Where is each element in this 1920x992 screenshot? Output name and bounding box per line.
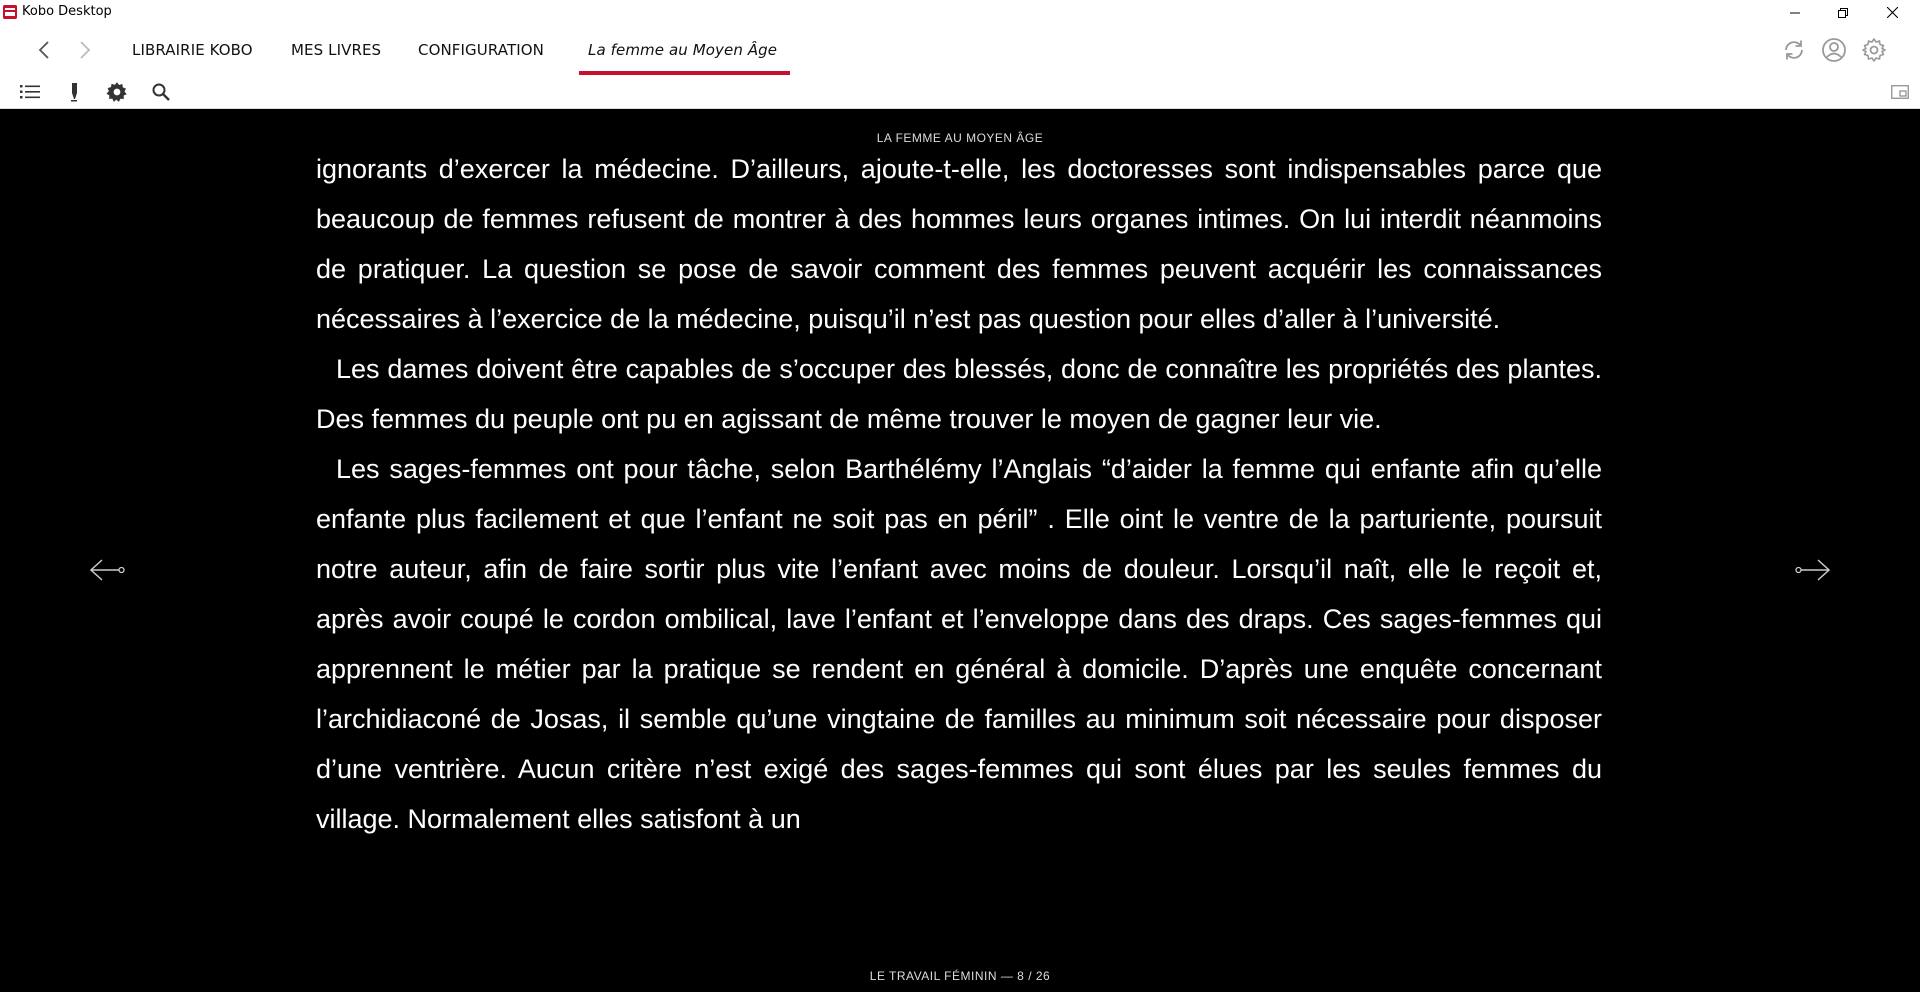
reading-settings-icon [106,81,128,103]
annotations-button[interactable] [61,79,87,105]
close-icon [1887,7,1898,18]
window-title: Kobo Desktop [22,4,112,19]
tab-mes-livres[interactable]: MES LIVRES [291,41,382,59]
sync-icon [1781,37,1807,63]
tab-librairie-kobo[interactable]: LIBRAIRIE KOBO [132,41,253,59]
next-page-icon[interactable] [1792,555,1832,585]
search-icon [151,82,171,102]
account-icon [1821,37,1847,63]
paragraph: Les dames doivent être capables de s’occuper des blessés, donc de connaître les propriétés des plantes. Des femmes du peuple ont pu en agissant de même trouver le moyen de gagner leur vie. [316,354,1602,434]
reader-page[interactable] [0,109,1920,992]
settings-icon [1861,37,1887,63]
sync-button[interactable] [1780,36,1808,64]
main-navbar [0,25,1920,75]
kobo-logo [3,5,17,19]
annotations-icon [67,82,81,102]
back-icon [38,40,50,60]
forward-button[interactable] [73,38,97,62]
minimize-icon [1790,8,1800,18]
toc-button[interactable] [17,79,43,105]
expand-button[interactable] [1887,79,1913,105]
close-button[interactable] [1869,0,1915,25]
running-head: LA FEMME AU MOYEN ÂGE [876,131,1044,145]
expand-icon [1891,85,1909,99]
reading-settings-button[interactable] [104,79,130,105]
search-button[interactable] [148,79,174,105]
toc-icon [20,84,40,100]
account-button[interactable] [1820,36,1848,64]
tab-configuration[interactable]: CONFIGURATION [418,41,544,59]
reader-toolbar [0,75,1920,109]
forward-icon [79,40,91,60]
book-text [316,144,1602,844]
prev-page-icon[interactable] [88,555,128,585]
restore-button[interactable] [1820,0,1866,25]
window-titlebar [0,0,1920,25]
settings-button[interactable] [1860,36,1888,64]
restore-icon [1838,8,1848,18]
chapter-page-indicator: LE TRAVAIL FÉMININ — 8 / 26 [869,969,1051,983]
minimize-button[interactable] [1772,0,1818,25]
paragraph: ignorants d’exercer la médecine. D’ailleurs, ajoute-t-elle, les doctoresses sont indispensables parce que beaucoup de femmes refusent de montrer à des hommes leurs organes intimes. On lui interdit néanmoins de pratiquer. La question se pose de savoir comment des femmes peuvent acquérir les connaissances nécessaires à l’exercice de la médecine, puisqu’il n’est pas question pour elles d’aller à l’université. [316,154,1602,334]
back-button[interactable] [32,38,56,62]
paragraph: Les sages-femmes ont pour tâche, selon Barthélémy l’Anglais “d’aider la femme qui enfante afin qu’elle enfante plus facilement et que l’enfant ne soit pas en péril” . Elle oint le ventre de la parturiente, poursuit notre auteur, afin de faire sortir plus vite l’enfant avec moins de douleur. Lorsqu’il naît, elle le reçoit et, après avoir coupé le cordon ombilical, lave l’enfant et l’enveloppe dans des draps. Ces sages-femmes qui apprennent le métier par la pratique se rendent en général à domicile. D’après une enquête concernant l’archidiaconé de Josas, il semble qu’une vingtaine de familles au minimum soit nécessaire pour disposer d’une ventrière. Aucun critère n’est exigé des sages-femmes qui sont élues par les seules femmes du village. Normalement elles satisfont à un [316,454,1602,834]
tab-current-book[interactable]: La femme au Moyen Âge [588,41,778,59]
